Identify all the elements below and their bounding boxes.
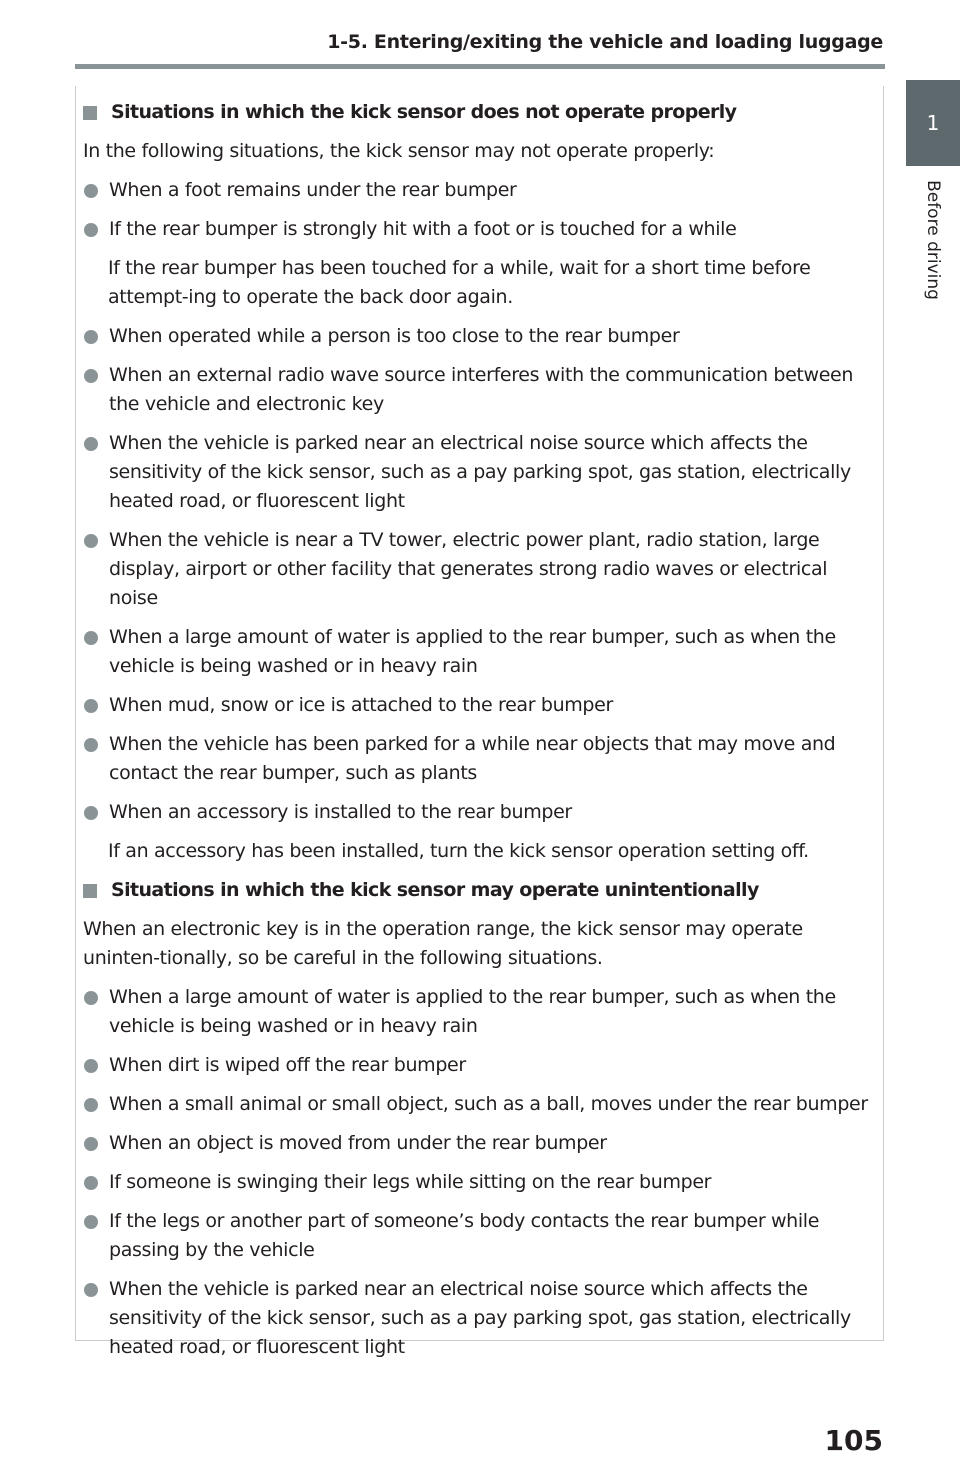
list-item-text: When the vehicle has been parked for a while near objects that may move and contact the rear bumper, such as plants — [109, 733, 836, 784]
bullet-icon — [84, 699, 98, 713]
bullet-icon — [84, 631, 98, 645]
list-item-note: If an accessory has been installed, turn the kick sensor operation setting off. — [108, 840, 809, 862]
bullet-icon — [84, 1176, 98, 1190]
list-item — [83, 1090, 875, 1119]
list-item — [83, 322, 875, 351]
list-item-text: When the vehicle is near a TV tower, electric power plant, radio station, large display, airport or other facility that generates strong radio waves or electrical noise — [109, 529, 828, 609]
square-icon — [83, 884, 97, 898]
bullet-icon — [84, 738, 98, 752]
chapter-side-label: Before driving — [923, 180, 943, 300]
bullet-icon — [84, 437, 98, 451]
section-heading — [83, 98, 875, 127]
list-item-text: When dirt is wiped off the rear bumper — [109, 1054, 466, 1076]
list-item-text: When a large amount of water is applied to the rear bumper, such as when the vehicle is being washed or in heavy rain — [109, 626, 836, 677]
section-heading-text: Situations in which the kick sensor may operate unintentionally — [111, 879, 759, 901]
bullet-icon — [84, 534, 98, 548]
section-heading — [83, 876, 875, 905]
list-item — [83, 1129, 875, 1158]
bullet-icon — [84, 991, 98, 1005]
bullet-icon — [84, 806, 98, 820]
list-item — [83, 429, 875, 516]
bullet-icon — [84, 184, 98, 198]
list-item — [83, 623, 875, 681]
list-item — [83, 983, 875, 1041]
list-item-text: When mud, snow or ice is attached to the rear bumper — [109, 694, 613, 716]
chapter-tab — [906, 80, 960, 166]
section-intro: When an electronic key is in the operation range, the kick sensor may operate uninten-tionally, so be careful in the following situations. — [83, 918, 803, 969]
list-item-text: If the rear bumper is strongly hit with a foot or is touched for a while — [109, 218, 737, 240]
list-item — [83, 526, 875, 613]
list-item — [83, 1207, 875, 1265]
bullet-icon — [84, 1283, 98, 1297]
list-item — [83, 215, 875, 244]
bullet-icon — [84, 1215, 98, 1229]
section-intro: In the following situations, the kick sensor may not operate properly: — [83, 140, 715, 162]
list-item-text: When a large amount of water is applied to the rear bumper, such as when the vehicle is being washed or in heavy rain — [109, 986, 836, 1037]
list-item-text: If someone is swinging their legs while sitting on the rear bumper — [109, 1171, 712, 1193]
list-item-text: When a small animal or small object, such as a ball, moves under the rear bumper — [109, 1093, 868, 1115]
list-item — [83, 176, 875, 205]
bullet-icon — [84, 330, 98, 344]
list-item-text: When an external radio wave source interferes with the communication between the vehicle and electronic key — [109, 364, 854, 415]
list-item — [83, 361, 875, 419]
bullet-icon — [84, 1098, 98, 1112]
list-item — [83, 1275, 875, 1362]
list-item — [83, 1168, 875, 1197]
running-header: 1-5. Entering/exiting the vehicle and loading luggage — [327, 31, 883, 53]
list-item-text: If the legs or another part of someone’s body contacts the rear bumper while passing by the vehicle — [109, 1210, 820, 1261]
chapter-number: 1 — [926, 111, 940, 135]
page-number: 105 — [824, 1424, 883, 1457]
bullet-icon — [84, 223, 98, 237]
list-item — [83, 691, 875, 720]
list-item — [83, 798, 875, 827]
list-item-text: When a foot remains under the rear bumper — [109, 179, 517, 201]
list-item-text: When an accessory is installed to the rear bumper — [109, 801, 572, 823]
page-content — [83, 98, 875, 1372]
bullet-icon — [84, 369, 98, 383]
list-item-text: When the vehicle is parked near an electrical noise source which affects the sensitivity of the kick sensor, such as a pay parking spot, gas station, electrically heated road, or fluorescent light — [109, 1278, 851, 1358]
list-item-note: If the rear bumper has been touched for a while, wait for a short time before attempt-ing to operate the back door again. — [108, 257, 811, 308]
header-rule — [75, 64, 885, 69]
square-icon — [83, 106, 97, 120]
bullet-icon — [84, 1059, 98, 1073]
list-item-text: When an object is moved from under the rear bumper — [109, 1132, 607, 1154]
bullet-icon — [84, 1137, 98, 1151]
list-item — [83, 730, 875, 788]
list-item-text: When operated while a person is too close to the rear bumper — [109, 325, 680, 347]
list-item-text: When the vehicle is parked near an electrical noise source which affects the sensitivity of the kick sensor, such as a pay parking spot, gas station, electrically heated road, or fluorescent light — [109, 432, 851, 512]
list-item — [83, 1051, 875, 1080]
section-heading-text: Situations in which the kick sensor does not operate properly — [111, 101, 737, 123]
